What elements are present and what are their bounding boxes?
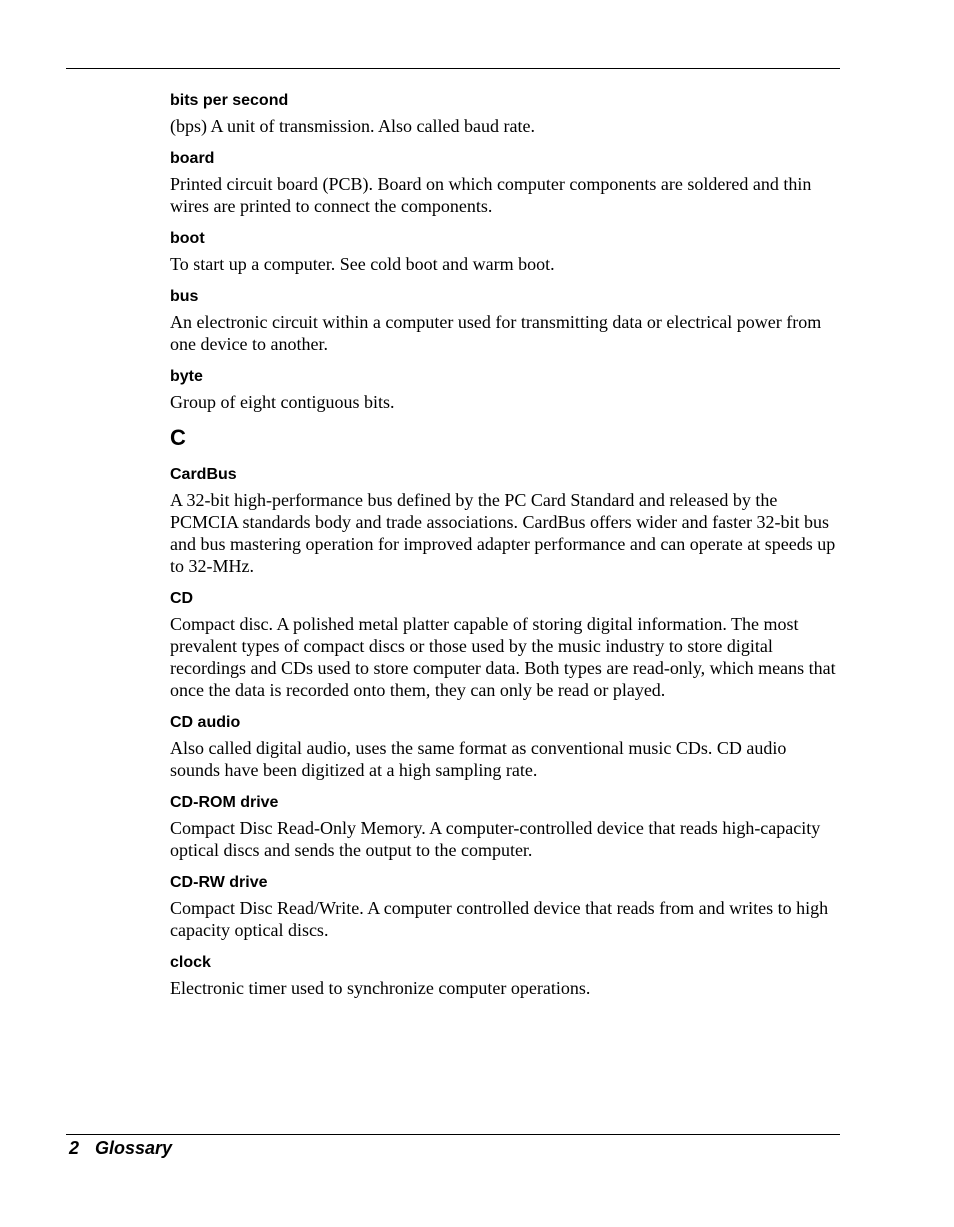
glossary-term: CD [170, 590, 194, 607]
glossary-entry [170, 589, 840, 701]
glossary-term: board [170, 150, 215, 167]
glossary-entry [170, 91, 840, 137]
glossary-definition: Compact Disc Read/Write. A computer controlled device that reads from and writes to high capacity optical discs. [170, 898, 829, 940]
glossary-entry [170, 287, 840, 355]
footer-rule [66, 1134, 840, 1135]
glossary-definition: A 32-bit high-performance bus defined by the PC Card Standard and released by the PCMCIA standards body and trade associations. CardBus offers wider and faster 32-bit bus and bus mastering operation for improved adapter performance and can operate at speeds up to 32-MHz. [170, 490, 836, 576]
glossary-definition: Group of eight contiguous bits. [170, 392, 395, 412]
glossary-entry [170, 465, 840, 577]
glossary-content [170, 91, 840, 1011]
glossary-definition: Printed circuit board (PCB). Board on which computer components are soldered and thin wires are printed to connect the components. [170, 174, 812, 216]
glossary-entry [170, 953, 840, 999]
glossary-entry [170, 713, 840, 781]
glossary-term: byte [170, 368, 203, 385]
header-rule [66, 68, 840, 69]
glossary-definition: An electronic circuit within a computer used for transmitting data or electrical power from one device to another. [170, 312, 822, 354]
glossary-definition: (bps) A unit of transmission. Also called baud rate. [170, 116, 535, 136]
glossary-entry [170, 149, 840, 217]
glossary-term: CardBus [170, 466, 237, 483]
glossary-term: clock [170, 954, 211, 971]
glossary-term: bus [170, 288, 199, 305]
glossary-definition: To start up a computer. See cold boot and warm boot. [170, 254, 555, 274]
page-number: 2 [69, 1138, 80, 1158]
glossary-term: bits per second [170, 92, 289, 109]
glossary-definition: Compact Disc Read-Only Memory. A computer-controlled device that reads high-capacity optical discs and sends the output to the computer. [170, 818, 821, 860]
page-footer [69, 1137, 172, 1159]
glossary-entry [170, 873, 840, 941]
section-letter-heading: C [170, 425, 186, 450]
glossary-definition: Also called digital audio, uses the same format as conventional music CDs. CD audio sounds have been digitized at a high sampling rate. [170, 738, 787, 780]
glossary-term: CD-ROM drive [170, 794, 279, 811]
glossary-entry [170, 229, 840, 275]
glossary-term: boot [170, 230, 205, 247]
glossary-entry [170, 367, 840, 413]
glossary-term: CD-RW drive [170, 874, 268, 891]
glossary-term: CD audio [170, 714, 241, 731]
glossary-entry [170, 793, 840, 861]
glossary-definition: Electronic timer used to synchronize computer operations. [170, 978, 591, 998]
glossary-definition: Compact disc. A polished metal platter capable of storing digital information. The most prevalent types of compact discs or those used by the music industry to store digital recordings and CDs used to store computer data. Both types are read-only, which means that once the data is recorded onto them, they can only be read or played. [170, 614, 836, 700]
footer-section-title: Glossary [95, 1138, 173, 1158]
